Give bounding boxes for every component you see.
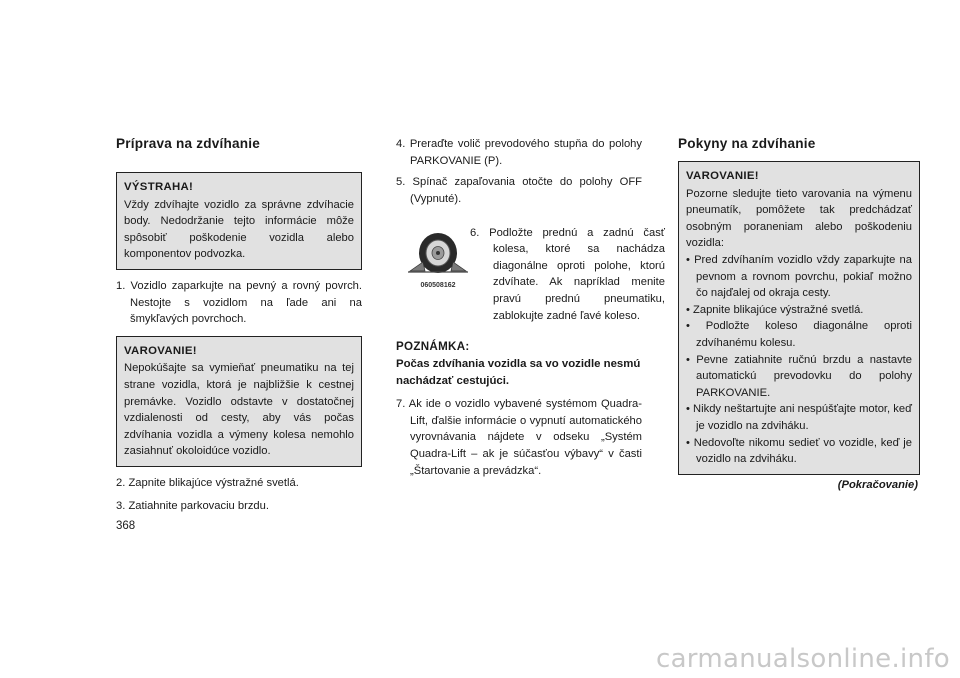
- jacking-warning-intro: Pozorne sledujte tieto varovania na výmenu pneumatík, pomôžete tak predchádzať osobným poraneniam alebo poškodeniu vozidla:: [686, 187, 912, 250]
- step-3: 3. Zatiahnite parkovaciu brzdu.: [116, 499, 269, 512]
- list-item: • Pred zdvíhaním vozidlo vždy zaparkujte na pevnom a rovnom povrchu, pokiaľ možno čo najďalej od okraja cesty.: [686, 253, 912, 300]
- image-code: 060508162: [420, 282, 456, 290]
- step-7: 7. Ak ide o vozidlo vybavené systémom Quadra-Lift, ďalšie informácie o vypnutí automatického vyrovnávania nájdete v odseku „Systém Quadra-Lift – ak je súčasťou výbavy“ v časti „Štartovanie a prevádzka“.: [396, 398, 642, 477]
- note-title: POZNÁMKA:: [396, 340, 470, 354]
- continued-label: (Pokračovanie): [837, 478, 918, 491]
- wheel-chock-illustration: [408, 227, 468, 293]
- note: [396, 339, 642, 389]
- list-item: • Zapnite blikajúce výstražné svetlá.: [686, 303, 864, 316]
- middle-column: [396, 136, 665, 479]
- page-number: 368: [116, 520, 136, 532]
- section-heading-preparation: Príprava na zdvíhanie: [116, 136, 260, 151]
- warning-box-title: VÝSTRAHA!: [124, 181, 194, 193]
- jacking-warning-box: [678, 161, 920, 475]
- step-6: 6. Podložte prednú a zadnú časť kolesa, ktoré sa nachádza diagonálne oproti polohe, ktorú zdvíhate. Ak napríklad menite pravú prednú pneumatiku, zablokujte zadné ľavé koleso.: [470, 226, 665, 322]
- warning-box-text: Vždy zdvíhajte vozidlo za správne zdvíhacie body. Nedodržanie tejto informácie môže spôsobiť poškodenie vozidla alebo komponentov podvozka.: [124, 198, 354, 261]
- section-heading-jacking: Pokyny na zdvíhanie: [678, 136, 816, 151]
- step-6-block: [396, 213, 665, 331]
- step-4: 4. Preraďte volič prevodového stupňa do polohy PARKOVANIE (P).: [396, 138, 642, 167]
- caution-box-text: Nepokúšajte sa vymieňať pneumatiku na tej strane vozidla, ktorá je najbližšie k cestnej premávke. Vozidlo odstavte v dostatočnej vzdialenosti od cesty, aby vás počas zdvíhania vozidla a výmeny kolesa nemohlo zasiahnuť okoloidúce vozidlo.: [124, 362, 354, 458]
- caution-box-title: VAROVANIE!: [124, 344, 197, 357]
- warning-box: [116, 172, 362, 270]
- list-item: • Podložte koleso diagonálne oproti zdvíhanému kolesu.: [686, 320, 912, 349]
- left-column: [116, 136, 362, 514]
- list-item: • Nikdy neštartujte ani nespúšťajte motor, keď je vozidlo na zdviháku.: [686, 403, 912, 432]
- step-2: 2. Zapnite blikajúce výstražné svetlá.: [116, 476, 299, 489]
- list-item: • Nedovoľte nikomu sedieť vo vozidle, keď je vozidlo na zdviháku.: [686, 436, 912, 466]
- watermark: carmanualsonline.info: [655, 644, 950, 674]
- step-1: 1. Vozidlo zaparkujte na pevný a rovný povrch. Nestojte s vozidlom na ľade ani na šmykľavých povrchoch.: [116, 279, 362, 326]
- step-5: 5. Spínač zapaľovania otočte do polohy OFF (Vypnuté).: [396, 176, 642, 205]
- jacking-warning-title: VAROVANIE!: [686, 170, 759, 182]
- note-text: Počas zdvíhania vozidla sa vo vozidle nesmú nachádzať cestujúci.: [396, 357, 641, 387]
- right-column: [678, 136, 920, 493]
- caution-box: [116, 336, 362, 467]
- list-item: • Pevne zatiahnite ručnú brzdu a nastavte automatickú prevodovku do polohy PARKOVANIE.: [686, 353, 912, 399]
